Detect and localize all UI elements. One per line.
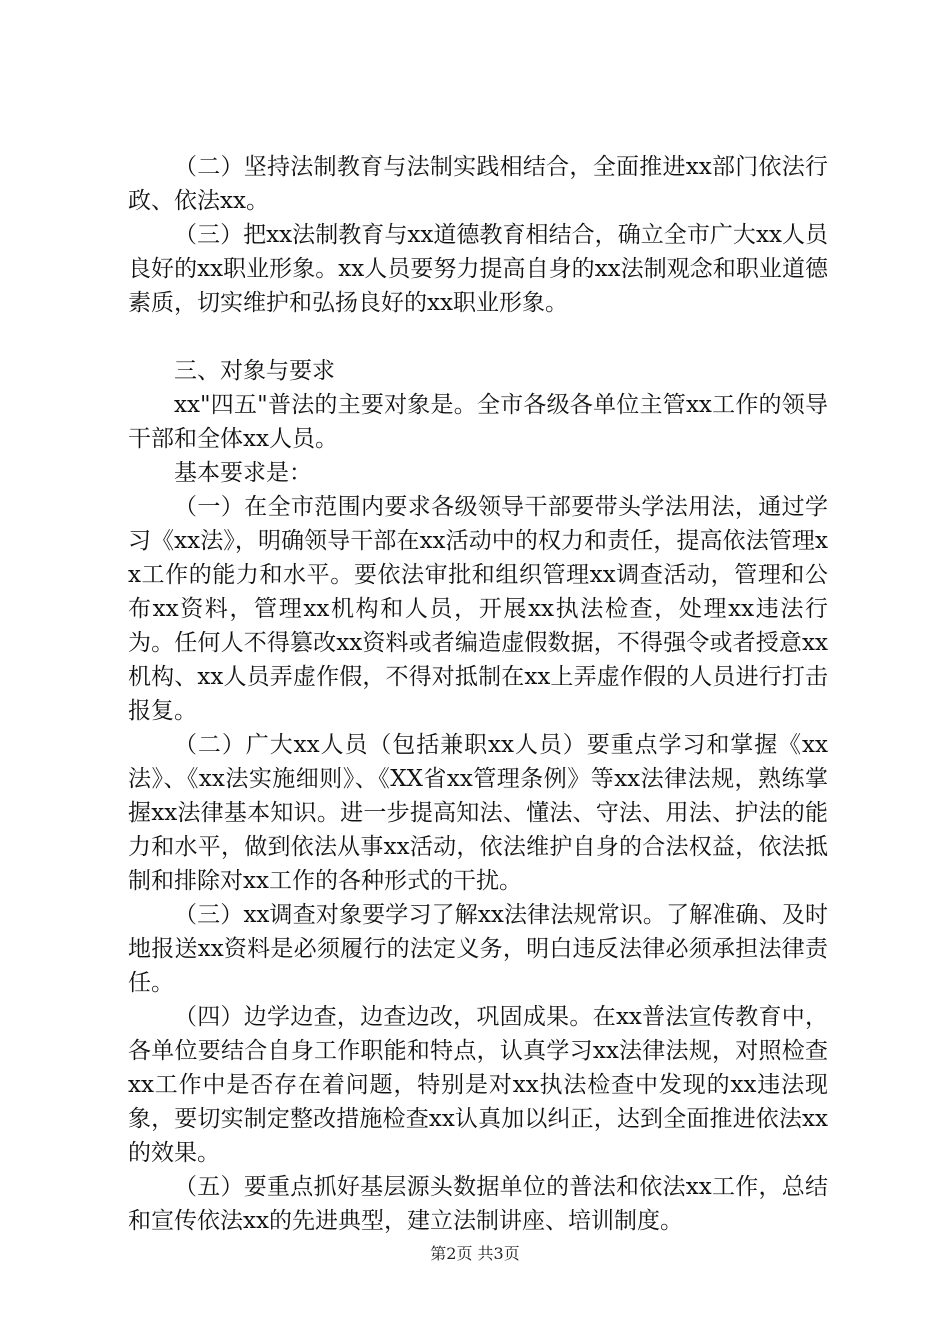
paragraph-requirement-3: （三）xx调查对象要学习了解xx法律法规常识。了解准确、及时地报送xx资料是必须履行的法定义务，明白违反法律必须承担法律责任。	[128, 902, 828, 996]
section-heading-objects-requirements: 三、对象与要求	[174, 358, 335, 384]
paragraph-principle-2: （二）坚持法制教育与法制实践相结合，全面推进xx部门依法行政、依法xx。	[128, 154, 828, 214]
paragraph-requirement-2: （二）广大xx人员（包括兼职xx人员）要重点学习和掌握《xx法》、《xx法实施细则》、《XX省xx管理条例》等xx法律法规，熟练掌握xx法律基本知识。进一步提高知法、懂法、守法、用法、护法的能力和水平，做到依法从事xx活动，依法维护自身的合法权益，依法抵制和排除对xx工作的各种形式的干扰。	[128, 732, 828, 894]
paragraph-basic-requirements-label: 基本要求是：	[174, 460, 312, 486]
page-number-footer: 第2页 共3页	[430, 1244, 520, 1263]
document-body	[128, 150, 828, 1238]
paragraph-gap	[128, 320, 828, 354]
paragraph-main-objects: xx"四五"普法的主要对象是。全市各级各单位主管xx工作的领导干部和全体xx人员。	[128, 392, 828, 452]
paragraph-requirement-4: （四）边学边查，边查边改，巩固成果。在xx普法宣传教育中，各单位要结合自身工作职能和特点，认真学习xx法律法规，对照检查xx工作中是否存在着问题，特别是对xx执法检查中发现的xx违法现象，要切实制定整改措施检查xx认真加以纠正，达到全面推进依法xx的效果。	[128, 1004, 828, 1166]
paragraph-requirement-1: （一）在全市范围内要求各级领导干部要带头学法用法，通过学习《xx法》，明确领导干部在xx活动中的权力和责任，提高依法管理xx工作的能力和水平。要依法审批和组织管理xx调查活动，管理和公布xx资料，管理xx机构和人员，开展xx执法检查，处理xx违法行为。任何人不得篡改xx资料或者编造虚假数据，不得强令或者授意xx机构、xx人员弄虚作假，不得对抵制在xx上弄虚作假的人员进行打击报复。	[128, 494, 828, 724]
paragraph-requirement-5: （五）要重点抓好基层源头数据单位的普法和依法xx工作，总结和宣传依法xx的先进典型，建立法制讲座、培训制度。	[128, 1174, 828, 1234]
paragraph-principle-3: （三）把xx法制教育与xx道德教育相结合，确立全市广大xx人员良好的xx职业形象。xx人员要努力提高自身的xx法制观念和职业道德素质，切实维护和弘扬良好的xx职业形象。	[128, 222, 828, 316]
